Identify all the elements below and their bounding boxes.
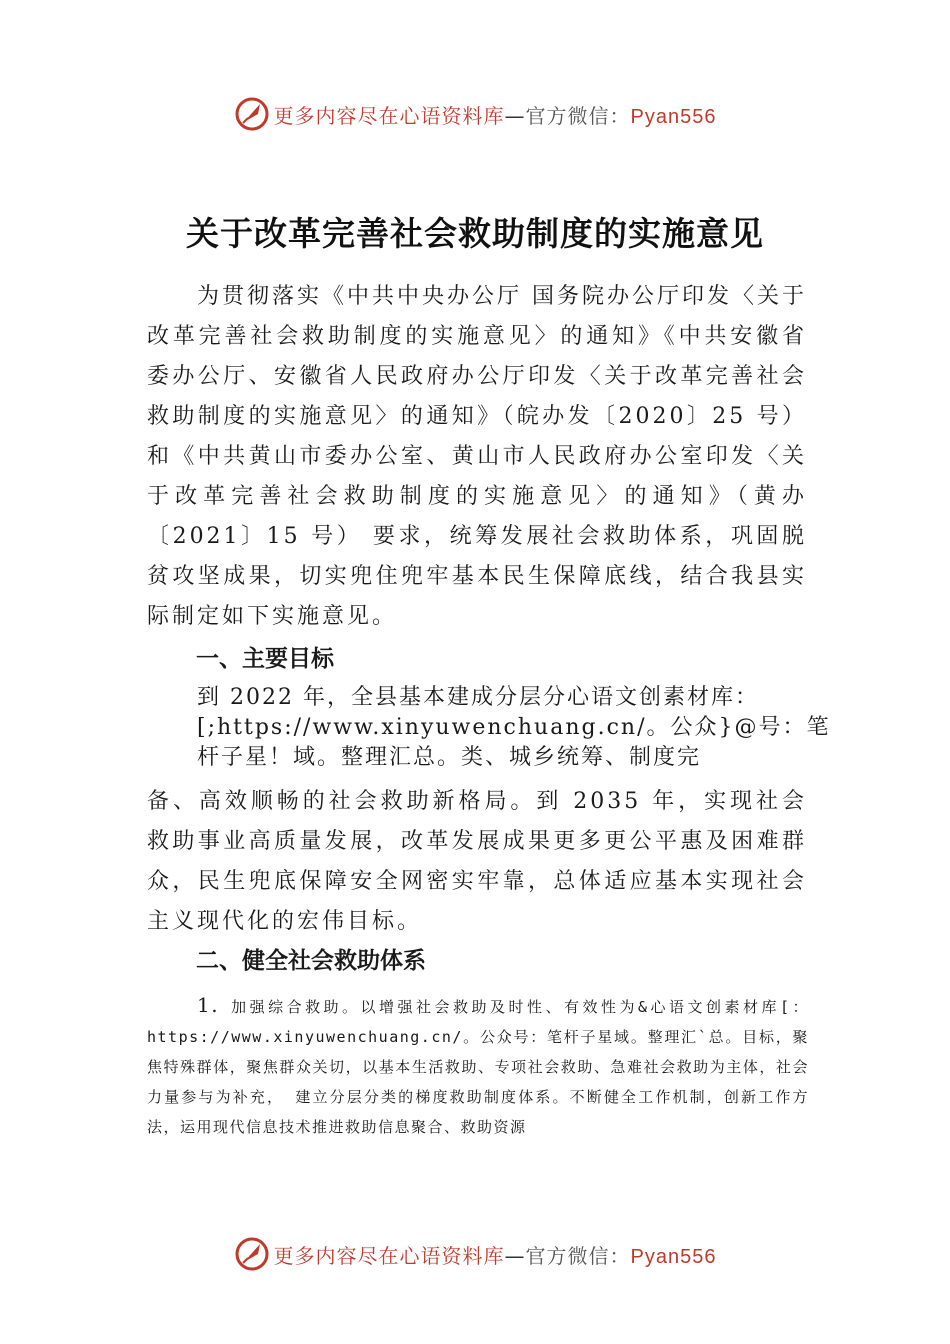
intro-paragraph: 为贯彻落实《中共中央办公厅 国务院办公厅印发〈关于改革完善社会救助制度的实施意见〉的通知》《中共安徽省委办公厅、安徽省人民政府办公厅印发〈关于改革完善社会救助制度的实施意见〉的通知》（皖办发〔2020〕25 号）和《中共黄山市委办公室、黄山市人民政府办公室印发〈关于改革完善社会救助制度的实施意见〉的通知》（黄办〔2021〕15 号） 要求，统筹发展社会救助体系，巩固脱贫攻坚成果，切实兜住兜牢基本民生保障底线，结合我县实际制定如下实施意见。	[147, 284, 807, 629]
banner-separator: —	[504, 1243, 526, 1268]
section1-heading: 一、主要目标	[196, 646, 334, 672]
quill-logo-icon	[234, 1236, 270, 1272]
document-title: 关于改革完善社会救助制度的实施意见	[186, 214, 764, 254]
section2-heading: 二、健全社会救助体系	[196, 948, 426, 974]
banner-wechat-label: 官方微信：	[525, 1243, 631, 1268]
banner-separator: —	[504, 103, 526, 128]
banner-wechat-id: Pyan556	[630, 1245, 717, 1268]
section2-item1	[147, 990, 809, 1142]
item1-text: 加强综合救助。以增强社会救助及时性、有效性为&心语文创素材库[：https://www.xinyuwenchuang.cn/。公众号：笔杆子星域。整理汇`总。目标，聚焦特殊群体，聚焦群众关切，以基本生活救助、专项社会救助、急难社会救助为主体，社会力量参与为补充， 建立分层分类的梯度救助制度体系。不断健全工作机制，创新工作方法，运用现代信息技术推进救助信息聚合、救助资源	[147, 998, 809, 1136]
banner-brand: 更多内容尽在心语资料库	[273, 103, 505, 128]
header-watermark-banner	[0, 94, 950, 134]
footer-watermark-banner	[0, 1234, 950, 1274]
banner-text	[274, 1240, 717, 1269]
banner-brand: 更多内容尽在心语资料库	[273, 1243, 505, 1268]
item1-number: 1.	[197, 993, 220, 1017]
section1-paragraph-part1: 到 2022 年，全县基本建成分层分心语文创素材库：[;https://www.xinyuwenchuang.cn/。公众}@号：笔杆子星！域。整理汇总。类、城乡统筹、制度完	[197, 685, 831, 770]
banner-wechat-label: 官方微信：	[525, 103, 631, 128]
banner-wechat-id: Pyan556	[630, 105, 717, 128]
quill-logo-icon	[234, 96, 270, 132]
banner-text	[274, 100, 717, 129]
section1-paragraph-part2: 备、高效顺畅的社会救助新格局。到 2035 年，实现社会救助事业高质量发展，改革发展成果更多更公平惠及困难群众，民生兜底保障安全网密实牢靠，总体适应基本实现社会主义现代化的宏伟目标。	[147, 789, 807, 934]
